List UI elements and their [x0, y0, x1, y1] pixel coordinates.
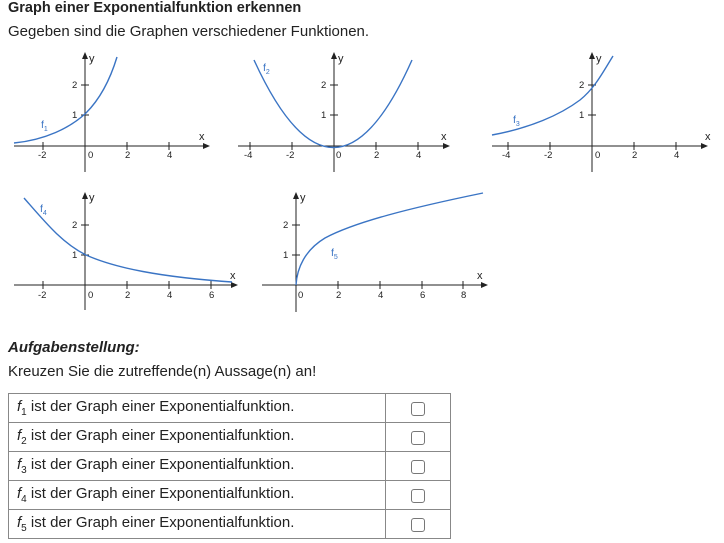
function-name: f [17, 485, 22, 502]
x-tick-label: 0 [298, 290, 304, 301]
checkbox-f4[interactable] [411, 489, 425, 503]
x-tick-label: 2 [374, 150, 380, 161]
x-tick-label: 2 [632, 150, 638, 161]
checkbox-f5[interactable] [411, 518, 425, 532]
x-axis-label: x [230, 270, 236, 282]
x-tick-label: 2 [336, 290, 342, 301]
x-tick-label: 0 [336, 150, 342, 161]
y-tick-label: 2 [72, 220, 78, 231]
x-tick-label: 6 [420, 290, 426, 301]
x-tick-label: -2 [38, 290, 47, 301]
function-label-f1: $f_1$ [41, 119, 48, 133]
x-tick-label: -2 [544, 150, 553, 161]
statement-text: ist der Graph einer Exponentialfunktion. [30, 485, 295, 502]
function-index: 1 [21, 407, 27, 418]
x-tick-label: 4 [167, 290, 173, 301]
function-name: f [17, 398, 22, 415]
y-tick-label: 1 [72, 110, 78, 121]
y-axis-label: y [89, 53, 95, 65]
y-axis-label: y [596, 53, 602, 65]
statement-f4 [9, 481, 386, 510]
x-axis-label: x [199, 131, 205, 143]
x-tick-label: 2 [125, 290, 131, 301]
x-tick-label: -4 [244, 150, 253, 161]
y-tick-label: 2 [283, 220, 289, 231]
x-tick-label: -2 [286, 150, 295, 161]
x-tick-label: 6 [209, 290, 215, 301]
page-subtitle: Gegeben sind die Graphen verschiedener Funktionen. [8, 23, 370, 40]
checkbox-f1[interactable] [411, 402, 425, 416]
task-instruction: Kreuzen Sie die zutreffende(n) Aussage(n) an! [8, 363, 317, 380]
y-tick-label: 1 [321, 110, 327, 121]
checkbox-f2[interactable] [411, 431, 425, 445]
function-name: f [17, 427, 22, 444]
answer-table [8, 393, 451, 539]
statement-f1 [9, 394, 386, 423]
y-tick-label: 1 [72, 250, 78, 261]
checkbox-f3[interactable] [411, 460, 425, 474]
function-label-f3: $f_3$ [513, 114, 520, 128]
answer-row [9, 394, 451, 423]
function-label-f5: $f_5$ [331, 247, 338, 261]
y-axis-label: y [338, 53, 344, 65]
x-tick-label: 0 [88, 150, 94, 161]
x-tick-label: 4 [378, 290, 384, 301]
curve-f5 [296, 193, 483, 285]
function-index: 5 [21, 523, 27, 534]
x-tick-label: -4 [502, 150, 511, 161]
statement-text: ist der Graph einer Exponentialfunktion. [30, 427, 295, 444]
answer-row [9, 481, 451, 510]
x-tick-label: 8 [461, 290, 467, 301]
x-tick-label: 0 [88, 290, 94, 301]
y-axis-label: y [89, 192, 95, 204]
function-index: 2 [21, 436, 27, 447]
statement-text: ist der Graph einer Exponentialfunktion. [30, 514, 295, 531]
y-axis-arrow [293, 192, 299, 199]
x-tick-label: 0 [595, 150, 601, 161]
x-tick-label: -2 [38, 150, 47, 161]
y-tick-label: 2 [72, 80, 78, 91]
x-tick-label: 4 [167, 150, 173, 161]
x-tick-label: 4 [674, 150, 680, 161]
answer-row [9, 510, 451, 539]
y-tick-label: 1 [283, 250, 289, 261]
answer-row [9, 452, 451, 481]
x-axis-label: x [705, 131, 711, 143]
function-label-f2: $f_2$ [263, 62, 270, 76]
statement-f3 [9, 452, 386, 481]
x-axis-label: x [477, 270, 483, 282]
function-name: f [17, 514, 22, 531]
function-name: f [17, 456, 22, 473]
statement-text: ist der Graph einer Exponentialfunktion. [30, 456, 295, 473]
y-tick-label: 1 [579, 110, 585, 121]
answer-row [9, 423, 451, 452]
x-axis-arrow [481, 282, 488, 288]
function-index: 3 [21, 465, 27, 476]
x-tick-label: 4 [416, 150, 422, 161]
y-tick-label: 2 [321, 80, 327, 91]
x-tick-label: 2 [125, 150, 131, 161]
statement-f2 [9, 423, 386, 452]
function-label-f4: $f_4$ [40, 203, 47, 217]
y-axis-label: y [300, 192, 306, 204]
statement-text: ist der Graph einer Exponentialfunktion. [30, 398, 295, 415]
task-heading: Aufgabenstellung: [8, 339, 140, 356]
statement-f5 [9, 510, 386, 539]
page-title: Graph einer Exponentialfunktion erkennen [8, 0, 302, 16]
x-axis-label: x [441, 131, 447, 143]
y-tick-label: 2 [579, 80, 585, 91]
function-index: 4 [21, 494, 27, 505]
